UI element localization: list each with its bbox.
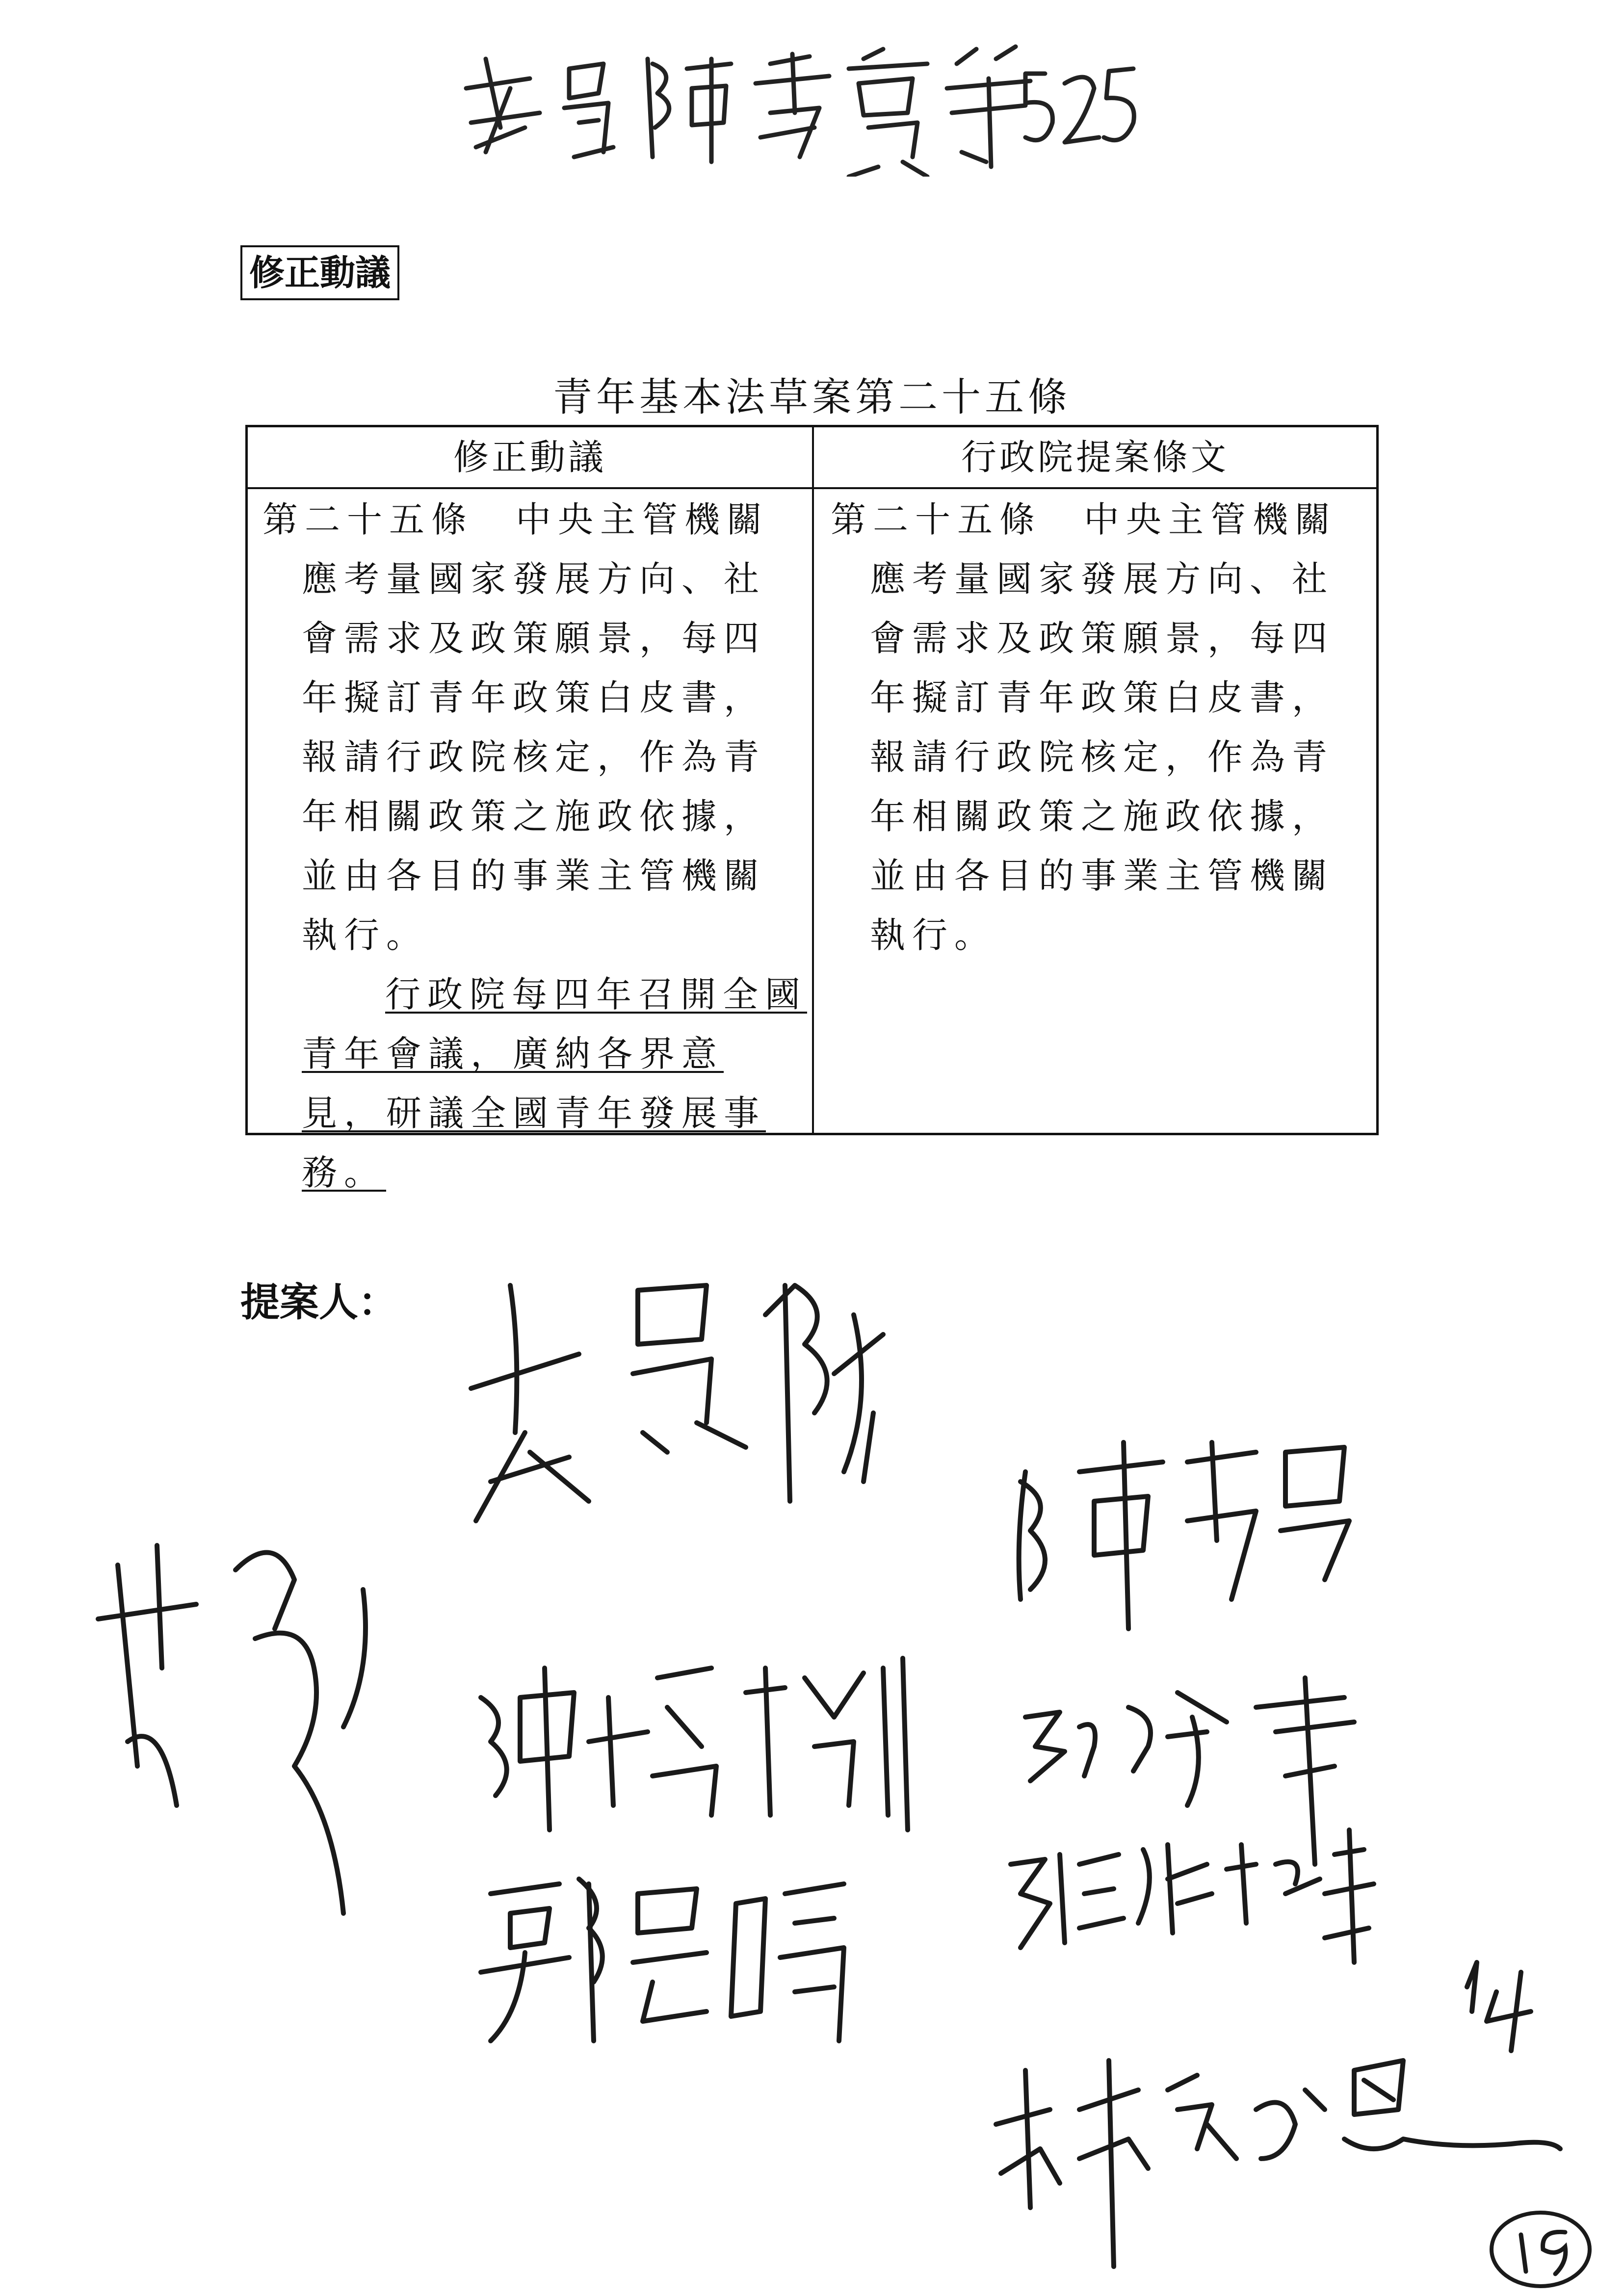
page-number-mark (1487, 2208, 1595, 2291)
header-divider (248, 487, 1376, 489)
signature-chang-ya-lin (1011, 1830, 1374, 1962)
column-header-executive-yuan: 行政院提案條文 (961, 437, 1229, 478)
signature-lin-chu-yin (996, 2061, 1560, 2267)
signature-count-mark (1467, 1962, 1531, 2051)
handwritten-signatures (0, 1226, 1624, 2286)
signature-huang-jie (98, 1545, 366, 1913)
proposer-label: 提案人： (240, 1279, 397, 1325)
handwritten-header-note (456, 29, 1143, 177)
amendment-cell (262, 490, 807, 1202)
column-header-amendment: 修正動議 (453, 437, 606, 478)
signature-kuo-yu-ching (481, 1879, 844, 2041)
signature-wu-szu-yao (471, 1285, 883, 1521)
signature-chen-pei-yu (481, 1658, 908, 1830)
executive-yuan-cell (831, 490, 1375, 965)
amendment-added-paragraph (262, 965, 807, 1202)
signature-chen-hsiu-pao (1019, 1442, 1349, 1629)
column-divider (812, 427, 814, 1133)
table-title: 青年基本法草案第二十五條 (553, 374, 1071, 420)
motion-label: 修正動議 (240, 245, 399, 300)
comparison-table (245, 425, 1379, 1193)
signature-fan-yun (1025, 1678, 1354, 1864)
amendment-article-text: 第二十五條 中央主管機關應考量國家發展方向、社會需求及政策願景，每四年擬訂青年政策白皮書，報請行政院核定，作為青年相關政策之施政依據，並由各目的事業主管機關執行。 (262, 499, 769, 956)
executive-yuan-article-text: 第二十五條 中央主管機關應考量國家發展方向、社會需求及政策願景，每四年擬訂青年政策白皮書，報請行政院核定，作為青年相關政策之施政依據，並由各目的事業主管機關執行。 (831, 499, 1337, 956)
added-paragraph-text: 行政院每四年召開全國青年會議，廣納各界意見，研議全國青年發展事務。 (302, 974, 808, 1193)
